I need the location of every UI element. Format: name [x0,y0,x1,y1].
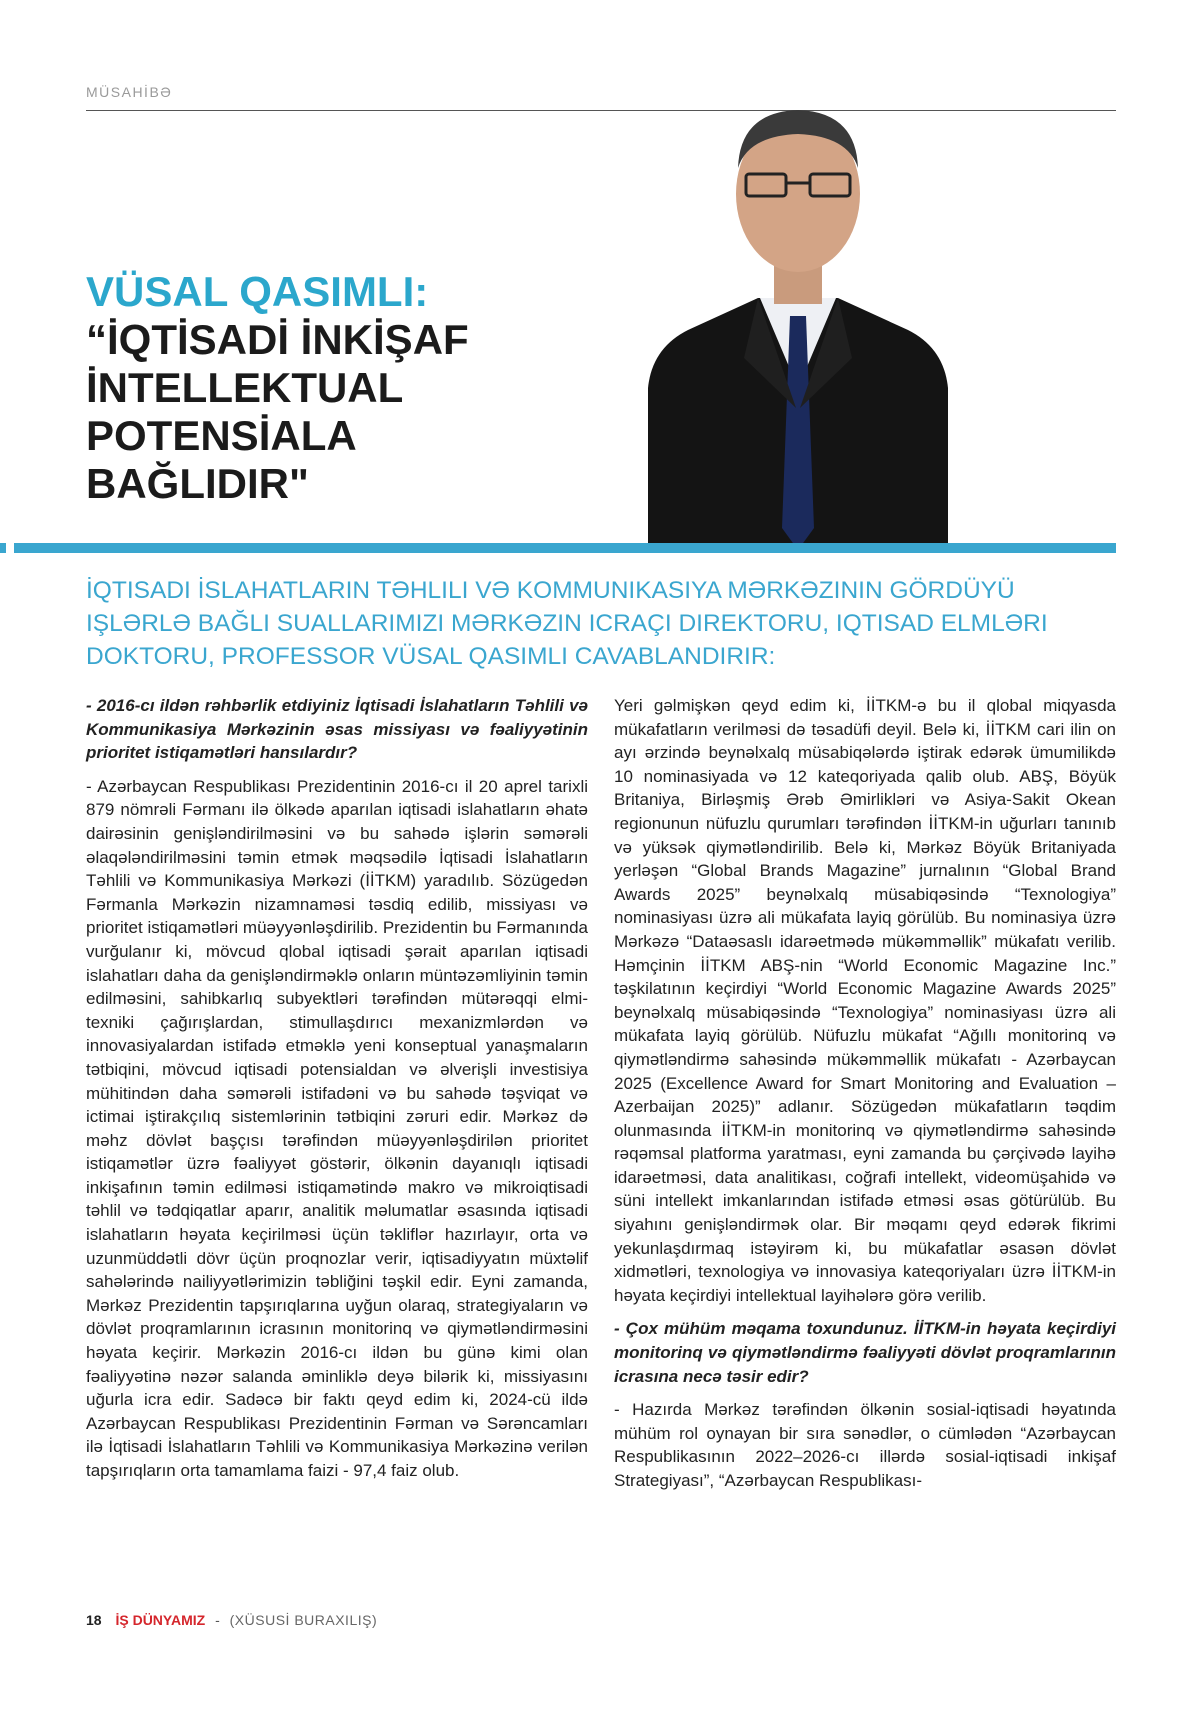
portrait-photo [648,58,948,550]
section-label: MÜSAHİBƏ [86,84,173,100]
top-rule [86,110,1116,111]
page-number: 18 [86,1612,102,1628]
title-quote-line: POTENSİALA [86,412,357,459]
interview-answer: - Azərbaycan Respublikası Prezidentinin 2016-cı il 20 aprel tarixli 879 nömrəli Fərmanı ilə ölkədə aparılan iqtisadi islahatların əhatə dairəsinin genişləndirilməsini və bu sahədə işlərin səmərəli əlaqələndirilməsini təmin etmək məqsədilə İqtisadi İslahatların Təhlili və Kommunikasiya Mərkəzi (İİTKM) yaradılıb. Sözügedən Fərmanla Mərkəzin nizamnaməsi təsdiq edilib, missiyası və prioritet istiqamətləri müəyyənləşdirilib. Prezidentin bu Fərmanında vurğulanır ki, mövcud qlobal iqtisadi şərait aparılan iqtisadi islahatları daha da genişləndirməklə onların müntəzəmliyinin təmin edilməsini, sahibkarlıq subyektləri tərəfindən mütərəqqi elmi-texniki çağırışlardan, stimullaşdırıcı mexanizmlərdən və innovasiyalardan istifadə etməklə yeni konseptual yanaşmaların tətbiqini, mövcud iqtisadi potensialdan və əlverişli investisiya mühitindən daha səmərəli istifadəni və bu sahədə təşviqat və ictimai iştirakçılıq sistemlərinin tətbiqini zəruri edir. Mərkəz də məhz dövlət başçısı tərəfindən müəyyənləşdirilən prioritet istiqamətlər üzrə fəaliyyət göstərir, ölkənin dayanıqlı iqtisadi inkişafının təmin edilməsi istiqamətində makro və mikroiqtisadi təhlil və tədqiqatlar aparır, analitik məlumatlar əsasında iqtisadi islahatların həyata keçirilməsi üçün təkliflər hazırlayır, orta və uzunmüddətli dövr üçün proqnozlar verir, iqtisadiyyatın müxtəlif sahələrində nailiyyətlərimizin təbliğini təşkil edir. Eyni zamanda, Mərkəz Prezidentin tapşırıqlarına uyğun olaraq, strategiyaların və dövlət proqramlarının icrasının monitorinq və qiymətləndirməsini həyata keçirir. Mərkəzin 2016-cı ildən bu günə kimi olan fəaliyyətinə nəzər salanda əminliklə deyə bilərik ki, missiyasını uğurla icra edir. Sadəcə bir faktı qeyd edim ki, 2024-cü ildə Azərbaycan Respublikası Prezidentinin Fərman və Sərəncamları ilə İqtisadi İslahatların Təhlili və Kommunikasiya Mərkəzinə verilən tapşırıqların orta tamamlama faizi - 97,4 faiz olub. [86,776,588,1480]
edition-label: (XÜSUSİ BURAXILIŞ) [229,1612,378,1628]
title-quote-line: “İQTİSADİ İNKİŞAF [86,316,469,363]
title-quote-line: BAĞLIDIR" [86,460,309,507]
accent-band-tab [0,543,6,553]
interview-answer: Yeri gəlmişkən qeyd edim ki, İİTKM-ə bu il qlobal miqyasda mükafatların verilməsi də təsadüfi deyil. Belə ki, İİTKM cari ilin on ayı ərzində beynəlxalq müsabiqələrdə iştirak edərək ümumilikdə 10 nominasiyada və 12 kateqoriyada qalib olub. ABŞ, Böyük Britaniya, Birləşmiş Ərəb Əmirlikləri və Asiya-Sakit Okean regionunun nüfuzlu qurumları tərəfindən İİTKM-in uğurları tanınıb və yüksək qiymətləndirilib. Belə ki, Mərkəz Böyük Britaniyada yerləşən “Global Brands Magazine” jurnalının “Global Brand Awards 2025” beynəlxalq müsabiqəsində “Texnologiya” nominasiyası üzrə ali mükafata layiq görülüb. Bu nominasiya üzrə Mərkəzə “Dataəsaslı idarəetmədə mükəmməllik” mükafatı verilib. Həmçinin İİTKM ABŞ-nin “World Economic Magazine Inc.” təşkilatının keçirdiyi “World Economic Magazine Awards 2025” beynəlxalq müsabiqəsində “Texnologiya” nominasiyası üzrə ali mükafata layiq görülüb. Nüfuzlu mükafat “Ağıllı monitorinq və qiymətləndirmə sahəsində mükəmməllik mükafatı - Azərbaycan 2025 (Excellence Award for Smart Monitoring and Evaluation – Azerbaijan 2025)” adlanır. Sözügedən mükafatların təqdim olunmasında İİTKM-in monitorinq və qiymətləndirmə sahəsində rəqəmsal platforma yaratması, eyni zamanda bu çərçivədə layihə idarəetməsi, data analitikası, coğrafi intellekt, videomüşahidə və süni intellekt imkanlarından istifadə etməsi əsas götürülüb. Bu siyahını genişləndirmək olar. Bir məqamı qeyd edərək fikrimi yekunlaşdırmaq istəyirəm ki, bu mükafatlar əsasən dövlət xidmətləri, texnologiya və innovasiya kateqoriyaları üzrə İİTKM-in həyata keçirdiyi intellektual layihələrə görə verilib. [614,696,1116,1305]
interview-answer: - Hazırda Mərkəz tərəfindən ölkənin sosial-iqtisadi həyatında mühüm rol oynayan bir sıra sənədlər, o cümlədən “Azərbaycan Respublikasının 2022–2026-cı illərdə sosial-iqtisadi inkişaf Strategiyası”, “Azərbaycan Respublikası- [614,1400,1116,1490]
interview-question: - 2016-cı ildən rəhbərlik etdiyiniz İqtisadi İslahatların Təhlili və Kommunikasiya Mərkəzinin əsas missiyası və fəaliyyətinin prioritet istiqamətləri hansılardır? [86,696,588,763]
accent-band [14,543,1116,553]
interview-question: - Çox mühüm məqama toxundunuz. İİTKM-in həyata keçirdiyi monitorinq və qiymətləndirmə fəaliyyəti dövlət proqramlarının icrasına necə təsir edir? [614,1319,1116,1386]
magazine-name: İŞ DÜNYAMIZ [115,1612,206,1628]
footer-separator: - [215,1612,220,1628]
lead-paragraph: İQTISADI İSLAHATLARIN TƏHLILI VƏ KOMMUNIKASIYA MƏRKƏZININ GÖRDÜYÜ IŞLƏRLƏ BAĞLI SUALLARIMIZI MƏRKƏZIN ICRAÇI DIREKTORU, IQTISAD ELMLƏRI DOKTORU, PROFESSOR VÜSAL QASIMLI CAVABLANDIRIR: [86,577,1048,670]
headline [86,268,646,508]
article-column-right [614,694,1116,1503]
title-name: VÜSAL QASIMLI: [86,268,429,315]
page-footer [86,1612,377,1628]
article-column-left [86,694,588,1493]
title-quote-line: İNTELLEKTUAL [86,364,404,411]
